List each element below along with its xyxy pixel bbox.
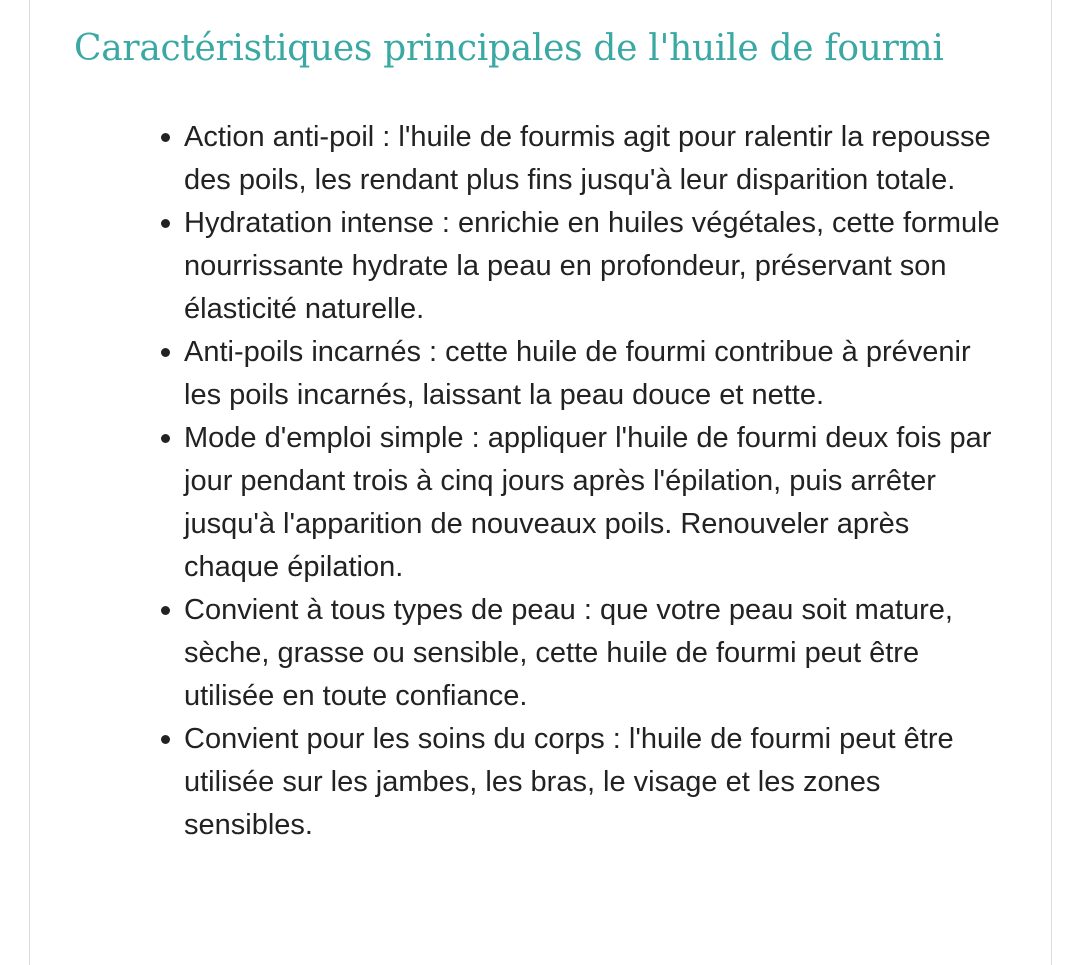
list-item-text: Anti-poils incarnés : cette huile de fourmi contribue à prévenir les poils incarnés, laissant la peau douce et nette. — [184, 336, 971, 411]
bullet-icon — [161, 735, 170, 744]
list-item-text: Action anti-poil : l'huile de fourmis agit pour ralentir la repousse des poils, les rendant plus fins jusqu'à leur disparition totale. — [184, 121, 991, 196]
bullet-icon — [161, 348, 170, 357]
list-item-text: Convient pour les soins du corps : l'huile de fourmi peut être utilisée sur les jambes, les bras, le visage et les zones sensibles. — [184, 723, 954, 841]
list-item — [184, 202, 1004, 331]
list-item-text: Hydratation intense : enrichie en huiles végétales, cette formule nourrissante hydrate la peau en profondeur, préservant son élasticité naturelle. — [184, 207, 1000, 325]
list-item-text: Mode d'emploi simple : appliquer l'huile de fourmi deux fois par jour pendant trois à cinq jours après l'épilation, puis arrêter jusqu'à l'apparition de nouveaux poils. Renouveler après chaque épilation. — [184, 422, 992, 583]
list-item — [184, 331, 1004, 417]
article-section — [74, 22, 1034, 847]
feature-list — [74, 116, 1004, 847]
list-item — [184, 116, 1004, 202]
section-heading: Caractéristiques principales de l'huile de fourmi — [74, 28, 944, 69]
content-right-border — [1051, 0, 1052, 965]
content-left-border — [29, 0, 30, 965]
list-item — [184, 718, 1004, 847]
list-item — [184, 417, 1004, 589]
list-item-text: Convient à tous types de peau : que votre peau soit mature, sèche, grasse ou sensible, cette huile de fourmi peut être utilisée en toute confiance. — [184, 594, 953, 712]
list-item — [184, 589, 1004, 718]
bullet-icon — [161, 434, 170, 443]
bullet-icon — [161, 133, 170, 142]
bullet-icon — [161, 606, 170, 615]
bullet-icon — [161, 219, 170, 228]
